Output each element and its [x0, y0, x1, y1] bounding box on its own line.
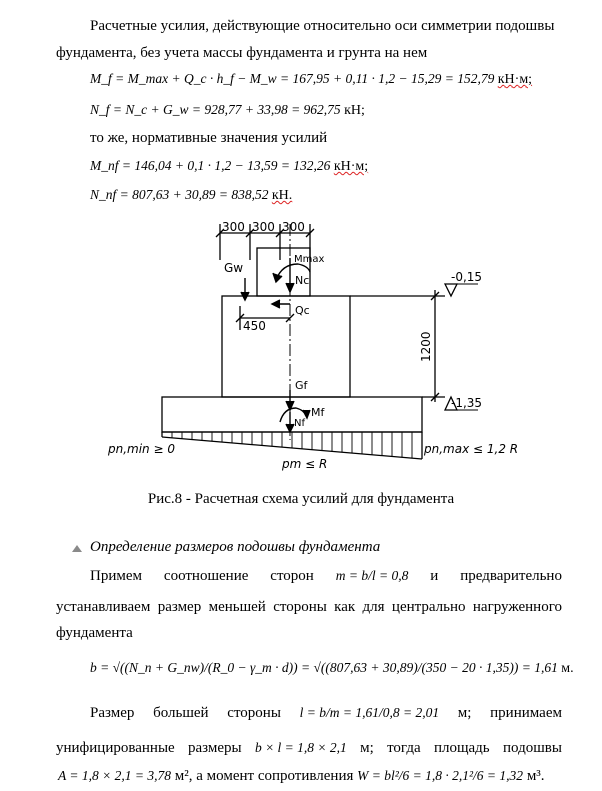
formula-nf-text: N_f = N_c + G_w = 928,77 + 33,98 = 962,75 — [90, 102, 341, 117]
ratio-line — [56, 566, 562, 586]
unified-word-5: площадь — [433, 740, 490, 756]
formula-mf — [90, 71, 532, 88]
label-pmin: pn,min ≥ 0 — [108, 442, 175, 456]
ratio-word-2: соотношение — [163, 568, 249, 584]
formula-mnf-text: M_nf = 146,04 + 0,1 · 1,2 − 13,59 = 132,26 — [90, 158, 331, 173]
size-word-1: Размер — [90, 705, 135, 721]
formula-b-text: b = √((N_n + G_nw)/(R_0 − γ_m · d)) = √((807,63 + 30,89)/(350 − 20 · 1,35)) = 1,61 — [90, 660, 558, 675]
paragraph-text: устанавливаем размер меньшей стороны как для центрально нагруженного фундамента — [56, 599, 562, 641]
unified-word-3: м; — [360, 740, 374, 756]
label-mmax: Mmax — [294, 254, 325, 265]
label-nf: Nf — [294, 418, 306, 429]
formula-l: l = b/m = 1,61/0,8 = 2,01 — [299, 705, 440, 720]
formula-nf-unit: кН; — [344, 103, 365, 118]
ratio-word-1: Примем — [90, 568, 143, 584]
label-pm: pm ≤ R — [282, 457, 328, 471]
formula-nnf-text: N_nf = 807,63 + 30,89 = 838,52 — [90, 187, 269, 202]
unified-word-1: унифицированные — [56, 740, 175, 756]
label-gw: Gw — [224, 261, 244, 275]
intro-line-2: фундамента, без учета массы фундамента и грунта на нем — [56, 45, 428, 61]
label-nc: Nc — [295, 274, 310, 287]
area-unit: м², — [174, 768, 193, 784]
formula-mf-unit: кН·м; — [497, 72, 533, 87]
label-qc: Qc — [295, 304, 310, 317]
dim-300-3: 300 — [282, 220, 305, 234]
size-word-3: стороны — [227, 705, 281, 721]
label-mf: Mf — [311, 406, 325, 419]
force-diagram — [100, 210, 520, 472]
label-gf: Gf — [295, 379, 308, 392]
formula-a: A = 1,8 × 2,1 = 3,78 — [58, 768, 171, 783]
unified-word-4: тогда — [387, 740, 421, 756]
figure-caption: Рис.8 - Расчетная схема усилий для фундамента — [147, 491, 455, 507]
dim-1200: 1200 — [419, 331, 433, 362]
formula-b — [90, 660, 574, 677]
dim-300-2: 300 — [252, 220, 275, 234]
formula-w: W = bl²/6 = 1,8 · 2,1²/6 = 1,32 — [357, 768, 524, 783]
ratio-word-4: и — [430, 568, 439, 584]
unified-word-2: размеры — [188, 740, 242, 756]
moment-text: а момент сопротивления — [196, 768, 354, 784]
ratio-word-5: предварительно — [460, 568, 562, 584]
formula-mnf-unit: кН·м; — [333, 159, 369, 174]
formula-b-unit: м. — [561, 661, 574, 676]
intro-line-1: Расчетные усилия, действующие относительно оси симметрии подошвы — [90, 18, 555, 34]
formula-nnf — [90, 187, 292, 204]
label-pmax: pn,max ≤ 1,2 R — [424, 442, 519, 456]
ratio-word-3: сторон — [270, 568, 314, 584]
area-line — [58, 766, 545, 786]
w-unit: м³. — [526, 768, 545, 784]
unified-word-6: подошвы — [502, 740, 562, 756]
formula-nf — [90, 102, 365, 119]
unified-line — [56, 738, 562, 758]
level-bottom: -1,35 — [451, 396, 483, 410]
formula-bxl: b × l = 1,8 × 2,1 — [254, 740, 347, 755]
normative-text: то же, нормативные значения усилий — [90, 130, 328, 146]
size-line — [56, 703, 562, 723]
size-word-2: большей — [153, 705, 209, 721]
section-heading: Определение размеров подошвы фундамента — [90, 539, 381, 555]
formula-mnf — [90, 158, 368, 175]
formula-mf-text: M_f = M_max + Q_c · h_f − M_w = 167,95 + 0,11 · 1,2 − 15,29 = 152,79 — [90, 71, 495, 86]
dim-450: 450 — [243, 319, 266, 333]
size-word-4: м; — [457, 705, 472, 721]
size-word-5: принимаем — [490, 705, 562, 721]
formula-nnf-unit: кН. — [271, 188, 293, 203]
dim-300-1: 300 — [222, 220, 245, 234]
level-top: -0,15 — [451, 270, 483, 284]
formula-ratio: m = b/l = 0,8 — [335, 568, 409, 583]
collapse-triangle-icon[interactable] — [72, 545, 82, 552]
